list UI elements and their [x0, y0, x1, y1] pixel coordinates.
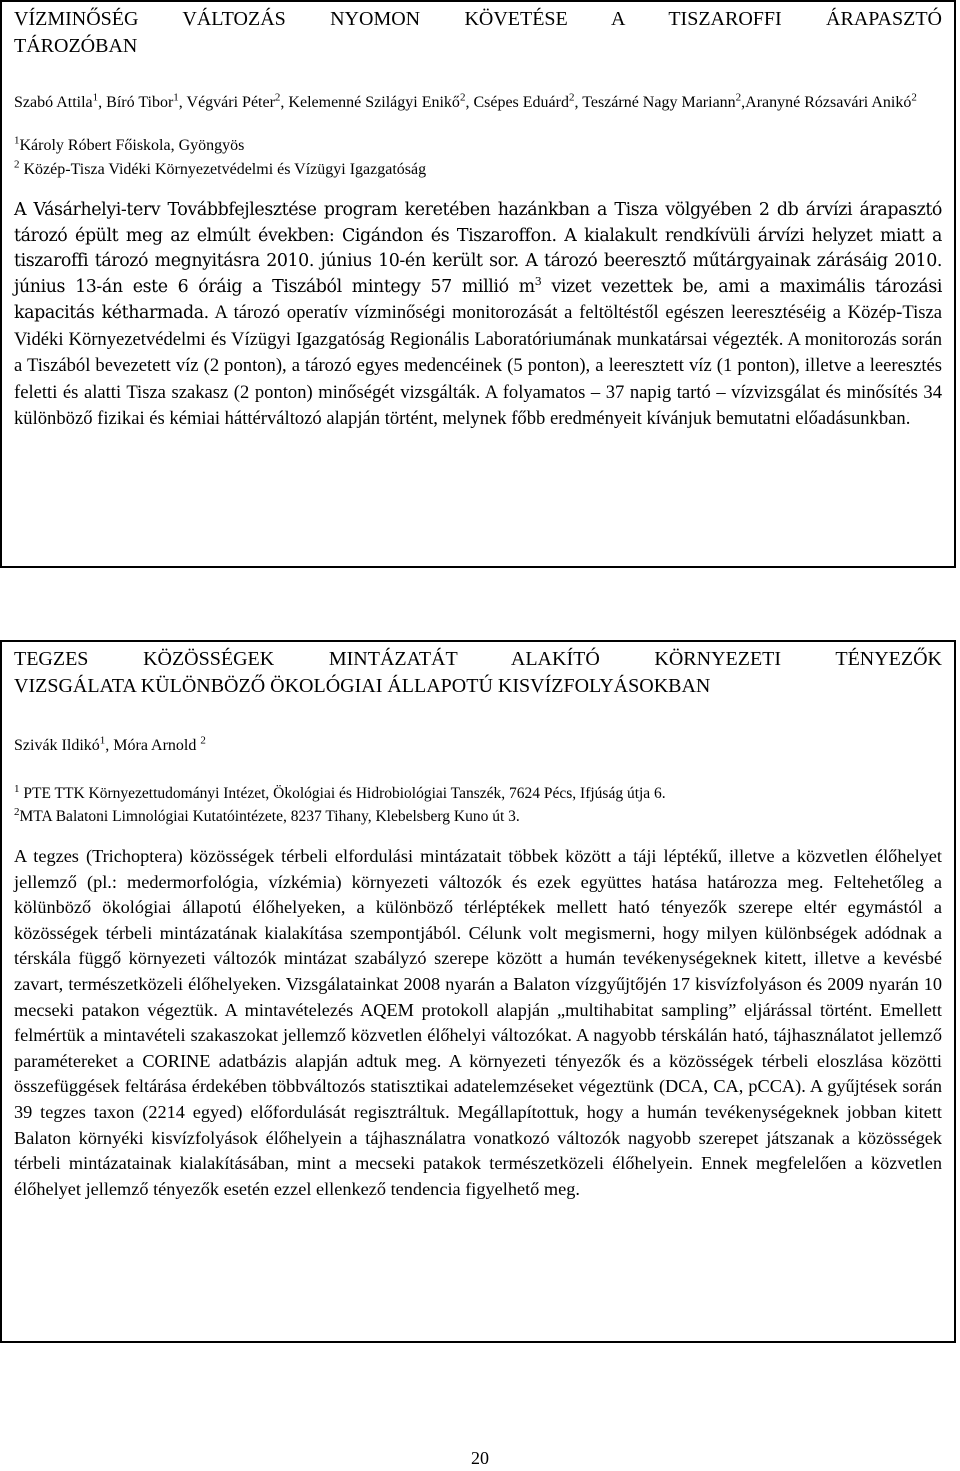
article-2-title-line-1: TEGZES KÖZÖSSÉGEK MINTÁZATÁT ALAKÍTÓ KÖRNYEZETI TÉNYEZŐK — [14, 648, 942, 670]
author-separator: , — [105, 737, 114, 754]
author-name: Móra Arnold — [113, 737, 201, 754]
author-affiliation-marker: 2 — [568, 91, 575, 104]
author-separator: , — [98, 94, 107, 111]
author-affiliation-marker: 2 — [274, 91, 281, 104]
author-separator: , — [280, 94, 289, 111]
author-name: Teszárné Nagy Mariann — [582, 94, 736, 111]
author-affiliation-marker: 2 — [459, 91, 466, 104]
author-separator: , — [741, 94, 746, 111]
abstract-box-1 — [0, 0, 956, 568]
author-affiliation-marker: 2 — [911, 91, 917, 104]
article-1-affiliations — [14, 134, 942, 182]
author-affiliation-marker: 2 — [200, 734, 206, 747]
article-2-title-line-2: VIZSGÁLATA KÜLÖNBÖZŐ ÖKOLÓGIAI ÁLLAPOTÚ KISVÍZFOLYÁSOKBAN — [14, 675, 711, 697]
author-name: Kelemenné Szilágyi Enikő — [288, 94, 460, 111]
affiliation-1: $^1$ PTE TTK Környezettudományi Intézet, Ökológiai és Hidrobiológiai Tanszék, 7624 Pécs, Ifjúság útja 6. — [14, 782, 666, 802]
affiliation-1: $^1$Károly Róbert Főiskola, Gyöngyös — [14, 134, 245, 154]
author-affiliation-marker: 1 — [173, 91, 179, 104]
article-1-title-line-2: TÁROZÓBAN — [14, 35, 138, 57]
author-separator: , — [465, 94, 474, 111]
affiliation-2: $^2$ Közép-Tisza Vidéki Környezetvédelmi és Vízügyi Igazgatóság — [14, 158, 427, 178]
article-2-affiliations — [14, 782, 942, 828]
author-name: Végvári Péter — [186, 94, 275, 111]
author-affiliation-marker: 1 — [99, 734, 106, 747]
page-number: 20 — [471, 1448, 489, 1468]
article-1-title-line-1: VÍZMINŐSÉG VÁLTOZÁS NYOMON KÖVETÉSE A TISZAROFFI ÁRAPASZTÓ — [14, 8, 942, 30]
author-separator: , — [178, 94, 187, 111]
article-2-authors — [14, 734, 942, 758]
author-name: Csépes Eduárd — [473, 94, 569, 111]
affiliation-2: $^2$MTA Balatoni Limnológiai Kutatóintézete, 8237 Tihany, Klebelsberg Kuno út 3. — [14, 805, 520, 825]
author-separator: , — [574, 94, 583, 111]
article-1-authors — [14, 92, 942, 114]
article-2-abstract: A tegzes (Trichoptera) közösségek térbeli elfordulási mintázatait többek között a táji léptékű, illetve a közvetlen élőhelyet jellemző (pl.: medermorfológia, vízkémia) környezeti változók és ezek együttes hatása határozza meg. Feltehetőleg a kölünböző ökológiai állapotú élőhelyeken, a különböző térléptékek mellett ható tényezők szerepe eltér egymástól a közösségek térbeli mintázatának kialakítása szempontjából. Célunk volt megismerni, hogy milyen különbségek adódnak a térskála függő környezeti változók mintázat szabályzó szerepe között a humán tevékenységeknek kitett, illetve a kevésbé zavart, természetközeli élőhelyeken. Vizsgálatainkat 2008 nyarán a Balaton vízgyűjtőjén 17 kisvízfolyáson és 2009 nyarán 10 mecseki patakon végeztük. A mintavételezés AQEM protokoll alapján „multihabitat sampling” eljárással történt. Emellett felmértük a mintavételi szakaszokat jellemző közvetlen élőhelyi változókat. A nagyobb térskálán ható, tájhasználatot jellemző paramétereket a CORINE adatbázis alapján adtuk meg. A környezeti tényezők és a közösségek térbeli eloszlása közötti összefüggések feltárása érdekében többváltozós statisztikai adatelemzéseket végeztünk (DCA, CA, pCCA). A gyűjtések során 39 tegzes taxon (2214 egyed) előfordulását regisztráltuk. Megállapítottuk, hogy a humán tevékenységeknek jobban kitett Balaton környéki kisvízfolyások élőhelyein a tájhasználatra vonatkozó változók nagyobb szerepet játszanak a közösségek térbeli mintázatainak kialakításában, mint a mecseki patakok természetközeli élőhelyein. Ennek megfelelően a közvetlen élőhelyet jellemző tényezők esetén ezzel ellenkező tendencia figyelhető meg. — [14, 846, 942, 1199]
author-name: Aranyné Rózsavári Anikó — [745, 94, 912, 111]
abstract-box-2 — [0, 640, 956, 1343]
author-name: Szivák Ildikó — [14, 737, 100, 754]
author-affiliation-marker: 1 — [92, 91, 99, 104]
article-1-abstract: A Vásárhelyi-terv Továbbfejlesztése program keretében hazánkban a Tisza völgyében 2 db árvízi árapasztó tározó épült meg az elmúlt években: Cigándon és Tiszaroffon. A kialakult rendkívüli árvízi helyzet miatt a tiszaroffi tározó megnyitásra 2010. június 10-én került sor. A tározó beeresztő műtárgyainak zárásáig 2010. június 13-án este 6 óráig a Tiszából mintegy 57 millió $m^3$ vizet vezettek be, ami a maximális tározási kapacitás kétharmada. A tározó operatív vízminőségi monitorozását a feltöltéstől egészen leeresztéséig a Közép-Tisza Vidéki Környezetvédelmi és Vízügyi Igazgatóság Regionális Laboratóriumának munkatársai végezték. A monitorozás során a Tiszából bevezetett víz (2 ponton), a tározó egyes medencéinek (5 ponton), a leeresztett víz (1 ponton), illetve a leeresztés feletti és alatti Tisza szakasz (2 ponton) minőségét vizsgálták. A folyamatos – 37 napig tartó – vízvizsgálat és minősítés 34 különböző fizikai és kémiai háttérváltozó alapján történt, melynek főbb eredményeit kívánjuk bemutatni előadásunkban. — [14, 200, 942, 429]
author-name: Bíró Tibor — [106, 94, 174, 111]
author-name: Szabó Attila — [14, 94, 93, 111]
author-affiliation-marker: 2 — [735, 91, 742, 104]
